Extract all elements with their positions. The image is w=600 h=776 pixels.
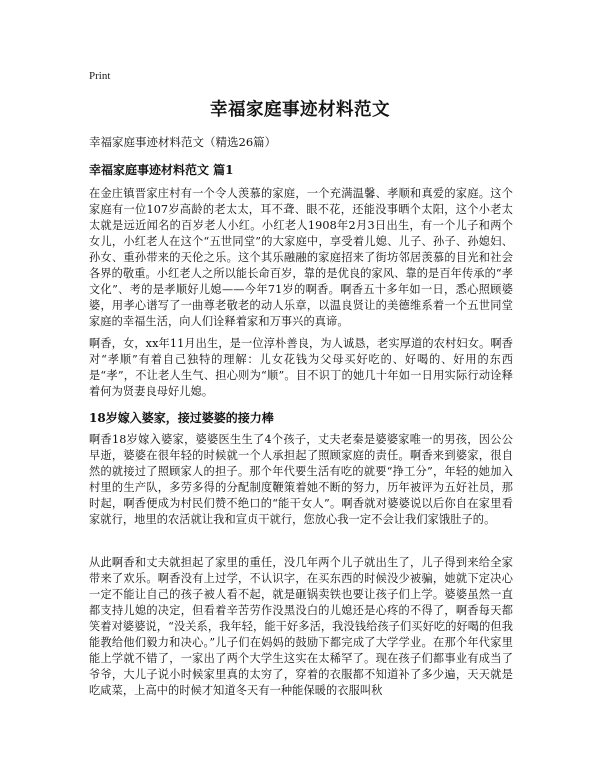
document-subtitle: 幸福家庭事迹材料范文（精选26篇） (89, 135, 277, 149)
paragraph-2: 啊香，女，xx年11月出生，是一位淳朴善良，为人诚恳，老实厚道的农村妇女。啊香对“孝顺”有着自己独特的理解：儿女花钱为父母买好吃的、好喝的、好用的东西是“孝”，不让老人生气、担心则为“顺”。目不识丁的她几十年如一日用实际行动诠释着何为贤妻良母好儿媳。 (89, 337, 513, 398)
print-label: Print (89, 70, 111, 82)
paragraph-4: 从此啊香和丈夫就担起了家里的重任，没几年两个儿子就出生了，儿子得到来给全家带来了欢乐。啊香没有上过学，不认识字，在买东西的时候没少被骗，她就下定决心一定不能让自己的孩子被人看不起，就是砸锅卖铁也要让孩子们上学。婆婆虽然一直都支持儿媳的决定，但看着辛苦劳作没黑没白的儿媳还是心疼的不得了，啊香每天都笑着对婆婆说，“没关系，我年轻，能干好多活，我没钱给孩子们买好吃的好喝的但我能教给他们毅力和决心。”儿子们在妈妈的鼓励下都完成了大学学业。在那个年代家里能上学就不错了，一家出了两个大学生这实在太稀罕了。现在孩子们都事业有成当了爷爷，大儿子说小时候家里真的太穷了，穿着的衣服都不知道补了多少遍，天天就是吃咸菜，上高中的时候才知道冬天有一种能保暖的衣服叫秋 (89, 556, 513, 697)
section-heading-2: 18岁嫁入婆家，接过婆婆的接力棒 (89, 411, 274, 425)
section-heading-1: 幸福家庭事迹材料范文 篇1 (89, 163, 234, 177)
document-title: 幸福家庭事迹材料范文 (210, 100, 390, 120)
paragraph-1: 在金庄镇晋家庄村有一个令人羡慕的家庭，一个充满温馨、孝顺和真爱的家庭。这个家庭有一位107岁高龄的老太太，耳不聋、眼不花，还能没事晒个太阳，这个小老太太就是远近闻名的百岁老人小红。小红老人1908年2月3日出生，有一个儿子和两个女儿，小红老人在这个“五世同堂”的大家庭中，享受着儿媳、儿子、孙子、孙媳妇、孙女、重孙带来的天伦之乐。这个其乐融融的家庭招来了街坊邻居羡慕的目光和社会各界的敬重。小红老人之所以能长命百岁，靠的是优良的家风、靠的是百年传承的“孝文化”、考的是孝顺好儿媳——今年71岁的啊香。啊香五十多年如一日，悉心照顾婆婆，用孝心谱写了一曲尊老敬老的动人乐章，以温良贤让的美德维系着一个五世同堂家庭的幸福生活，向人们诠释着家和万事兴的真谛。 (89, 187, 513, 328)
paragraph-3: 啊香18岁嫁入婆家，婆婆医生生了4个孩子，丈夫老秦是婆婆家唯一的男孩，因公公早逝，婆婆在很年轻的时候就一个人承担起了照顾家庭的责任。啊香来到婆家，很自然的就接过了照顾家人的担子。那个年代要生活有吃的就要“挣工分”，年轻的她加入村里的生产队，多劳多得的分配制度鞭策着她不断的努力，历年被评为五好社员，那时起，啊香便成为村民们赞不绝口的“能干女人”。啊香就对婆婆说以后你自在家里看家就行，地里的农活就让我和宣贞干就行，您放心我一定不会让我们家饿肚子的。 (89, 433, 513, 526)
